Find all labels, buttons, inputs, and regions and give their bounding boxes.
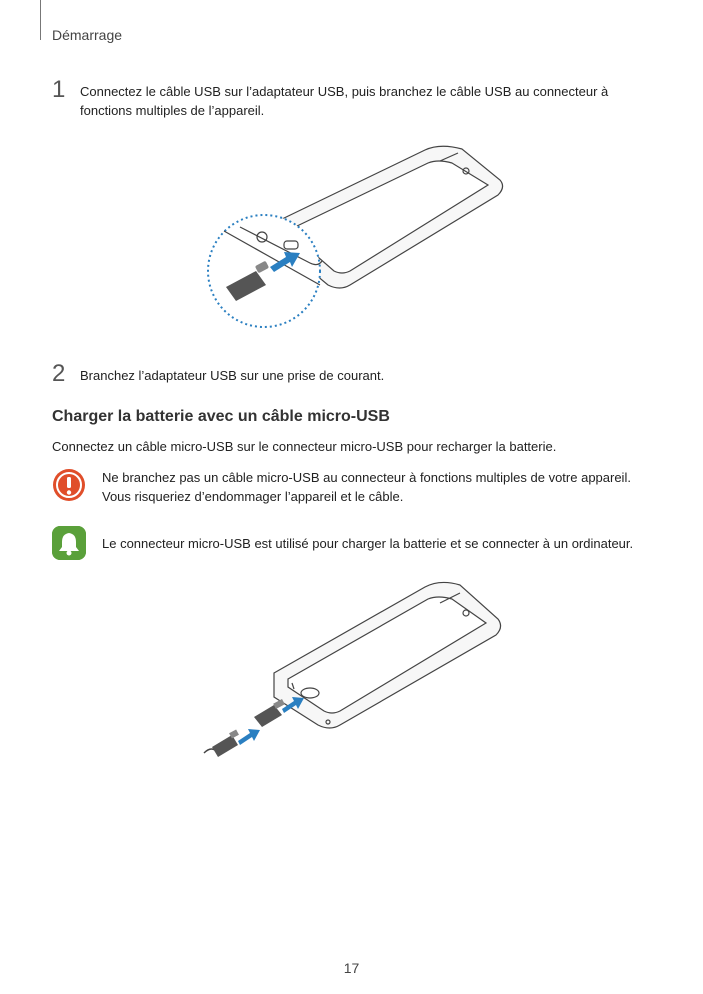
step-number: 2 [52, 360, 66, 387]
usb-c-connection-illustration [200, 135, 520, 335]
section-heading: Charger la batterie avec un câble micro-USB [52, 408, 390, 425]
step-text: Branchez l’adaptateur USB sur une prise de courant. [80, 368, 385, 383]
step-text: Connectez le câble USB sur l’adaptateur USB, puis branchez le câble USB au connecteur à fonctions multiples de l’appareil. [80, 84, 609, 118]
phone-illustration [274, 582, 501, 728]
micro-usb-adapter [254, 699, 285, 727]
warning-line-2: Vous risqueriez d’endommager l’appareil et le câble. [102, 489, 404, 504]
warning-icon [52, 468, 86, 502]
section-label: Démarrage [52, 27, 123, 43]
section-body: Connectez un câble micro-USB sur le connecteur micro-USB pour recharger la batterie. [52, 439, 557, 454]
micro-usb-cable [204, 729, 239, 757]
warning-line-1: Ne branchez pas un câble micro-USB au connecteur à fonctions multiples de votre appareil. [102, 470, 631, 485]
arrow-icon [238, 729, 260, 745]
header-rule [40, 0, 41, 40]
micro-usb-connection-illustration [190, 575, 520, 775]
step-number: 1 [52, 76, 66, 103]
bell-icon [52, 526, 86, 560]
page-number: 17 [343, 960, 360, 976]
info-text: Le connecteur micro-USB est utilisé pour charger la batterie et se connecter à un ordinateur. [102, 536, 634, 551]
